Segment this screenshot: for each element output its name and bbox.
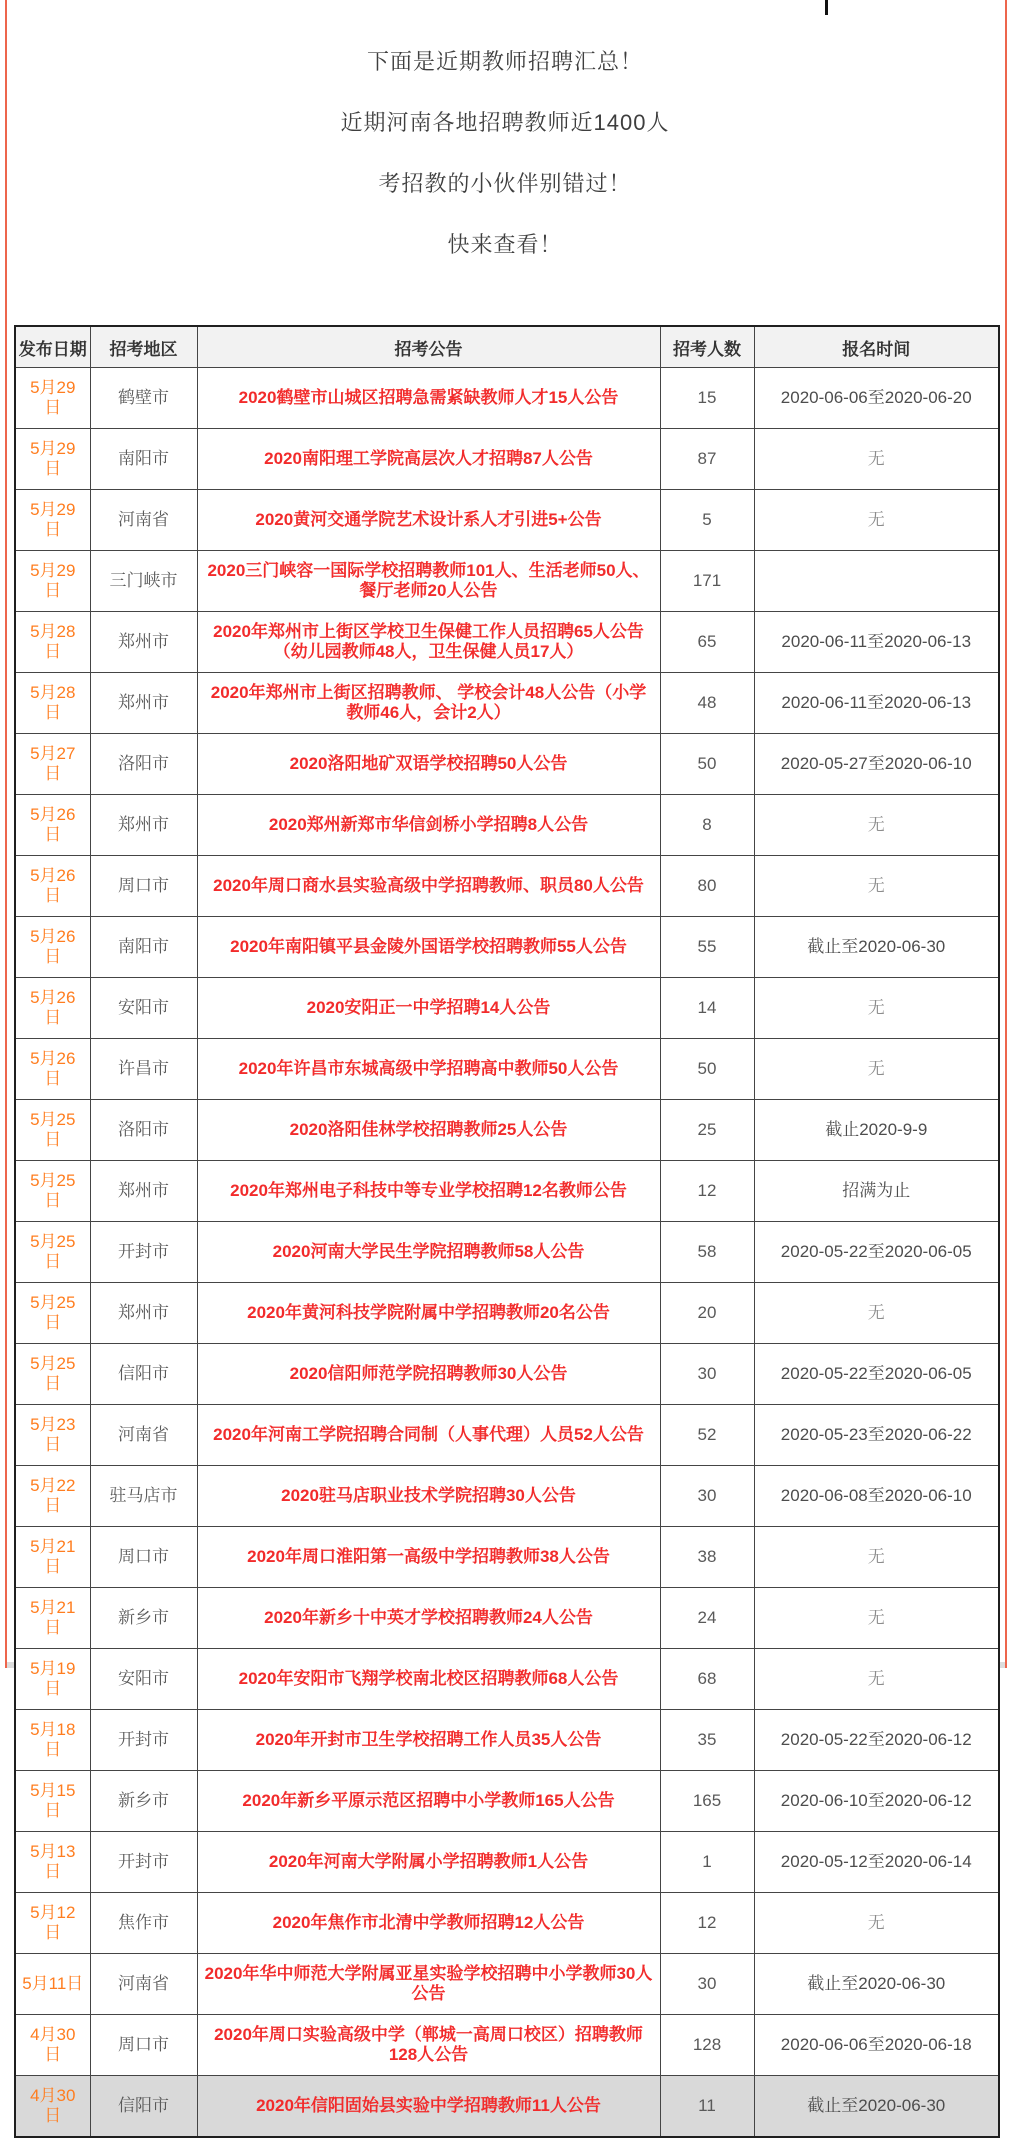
publish-date-cell: 5月29日 xyxy=(15,551,90,612)
table-body xyxy=(15,368,999,2138)
announcement-cell xyxy=(197,795,660,856)
region-cell: 开封市 xyxy=(90,1710,197,1771)
period-cell: 无 xyxy=(754,1283,999,1344)
table-row xyxy=(15,2076,999,2138)
period-cell: 2020-05-22至2020-06-12 xyxy=(754,1710,999,1771)
region-cell: 焦作市 xyxy=(90,1893,197,1954)
count-cell: 48 xyxy=(660,673,754,734)
announcement-link[interactable]: 2020年新乡平原示范区招聘中小学教师165人公告 xyxy=(242,1791,615,1810)
page-accent-border-right xyxy=(1005,0,1007,1668)
region-cell: 信阳市 xyxy=(90,2076,197,2138)
publish-date-cell: 5月28日 xyxy=(15,612,90,673)
period-cell: 截止2020-9-9 xyxy=(754,1100,999,1161)
region-cell: 周口市 xyxy=(90,1527,197,1588)
intro-line-2: 近期河南各地招聘教师近1400人 xyxy=(340,110,670,135)
period-cell: 截止至2020-06-30 xyxy=(754,2076,999,2138)
count-cell: 30 xyxy=(660,1954,754,2015)
table-row xyxy=(15,1100,999,1161)
count-cell: 11 xyxy=(660,2076,754,2138)
region-cell: 洛阳市 xyxy=(90,1100,197,1161)
announcement-link[interactable]: 2020鹤壁市山城区招聘急需紧缺教师人才15人公告 xyxy=(238,388,619,407)
table-row xyxy=(15,1039,999,1100)
period-cell: 招满为止 xyxy=(754,1161,999,1222)
publish-date-cell: 5月13日 xyxy=(15,1832,90,1893)
announcement-cell xyxy=(197,1710,660,1771)
count-cell: 12 xyxy=(660,1161,754,1222)
announcement-link[interactable]: 2020年华中师范大学附属亚星实验学校招聘中小学教师30人公告 xyxy=(204,1964,653,2003)
publish-date-cell: 5月15日 xyxy=(15,1771,90,1832)
announcement-link[interactable]: 2020年焦作市北清中学教师招聘12人公告 xyxy=(272,1913,585,1932)
table-row xyxy=(15,1466,999,1527)
announcement-cell xyxy=(197,1283,660,1344)
announcement-cell xyxy=(197,2015,660,2076)
announcement-link[interactable]: 2020年郑州电子科技中等专业学校招聘12名教师公告 xyxy=(230,1181,627,1200)
intro-block xyxy=(0,0,1010,256)
announcement-link[interactable]: 2020年周口商水县实验高级中学招聘教师、职员80人公告 xyxy=(213,876,644,895)
table-header-row xyxy=(15,326,999,368)
publish-date-cell: 5月25日 xyxy=(15,1161,90,1222)
region-cell: 驻马店市 xyxy=(90,1466,197,1527)
publish-date-cell: 5月29日 xyxy=(15,368,90,429)
announcement-cell xyxy=(197,1100,660,1161)
region-cell: 河南省 xyxy=(90,1405,197,1466)
announcement-cell xyxy=(197,1588,660,1649)
count-cell: 50 xyxy=(660,1039,754,1100)
announcement-cell xyxy=(197,1771,660,1832)
count-cell: 128 xyxy=(660,2015,754,2076)
col-header-period: 报名时间 xyxy=(754,326,999,368)
table-row xyxy=(15,1588,999,1649)
table-row xyxy=(15,734,999,795)
table-row xyxy=(15,1527,999,1588)
text-caret xyxy=(825,0,828,15)
period-cell xyxy=(754,551,999,612)
announcement-link[interactable]: 2020驻马店职业技术学院招聘30人公告 xyxy=(281,1486,576,1505)
region-cell: 新乡市 xyxy=(90,1771,197,1832)
count-cell: 8 xyxy=(660,795,754,856)
announcement-cell xyxy=(197,1466,660,1527)
count-cell: 30 xyxy=(660,1466,754,1527)
table-row xyxy=(15,1222,999,1283)
announcement-link[interactable]: 2020南阳理工学院高层次人才招聘87人公告 xyxy=(264,449,593,468)
announcement-link[interactable]: 2020洛阳地矿双语学校招聘50人公告 xyxy=(289,754,568,773)
region-cell: 郑州市 xyxy=(90,795,197,856)
publish-date-cell: 5月18日 xyxy=(15,1710,90,1771)
region-cell: 新乡市 xyxy=(90,1588,197,1649)
announcement-link[interactable]: 2020洛阳佳林学校招聘教师25人公告 xyxy=(289,1120,568,1139)
announcement-link[interactable]: 2020年南阳镇平县金陵外国语学校招聘教师55人公告 xyxy=(230,937,627,956)
period-cell: 无 xyxy=(754,1039,999,1100)
period-cell: 无 xyxy=(754,1893,999,1954)
table-row xyxy=(15,1161,999,1222)
publish-date-cell: 5月29日 xyxy=(15,429,90,490)
region-cell: 南阳市 xyxy=(90,429,197,490)
publish-date-cell: 5月23日 xyxy=(15,1405,90,1466)
table-row xyxy=(15,612,999,673)
publish-date-cell: 5月25日 xyxy=(15,1344,90,1405)
announcement-link[interactable]: 2020年河南工学院招聘合同制（人事代理）人员52人公告 xyxy=(213,1425,644,1444)
announcement-cell xyxy=(197,734,660,795)
count-cell: 1 xyxy=(660,1832,754,1893)
region-cell: 郑州市 xyxy=(90,1161,197,1222)
announcement-link[interactable]: 2020三门峡容一国际学校招聘教师101人、生活老师50人、餐厅老师20人公告 xyxy=(207,561,650,600)
announcement-cell xyxy=(197,856,660,917)
table-row xyxy=(15,1405,999,1466)
region-cell: 周口市 xyxy=(90,2015,197,2076)
count-cell: 55 xyxy=(660,917,754,978)
publish-date-cell: 5月26日 xyxy=(15,1039,90,1100)
publish-date-cell: 5月26日 xyxy=(15,856,90,917)
announcement-link[interactable]: 2020河南大学民生学院招聘教师58人公告 xyxy=(272,1242,585,1261)
period-cell: 2020-06-06至2020-06-18 xyxy=(754,2015,999,2076)
count-cell: 24 xyxy=(660,1588,754,1649)
publish-date-cell: 4月30日 xyxy=(15,2015,90,2076)
count-cell: 35 xyxy=(660,1710,754,1771)
publish-date-cell: 5月21日 xyxy=(15,1588,90,1649)
period-cell: 2020-05-27至2020-06-10 xyxy=(754,734,999,795)
count-cell: 12 xyxy=(660,1893,754,1954)
count-cell: 87 xyxy=(660,429,754,490)
intro-line-3: 考招教的小伙伴别错过！ xyxy=(378,171,632,196)
count-cell: 68 xyxy=(660,1649,754,1710)
region-cell: 信阳市 xyxy=(90,1344,197,1405)
table-row xyxy=(15,429,999,490)
period-cell: 2020-05-12至2020-06-14 xyxy=(754,1832,999,1893)
table-row xyxy=(15,1893,999,1954)
period-cell: 2020-06-11至2020-06-13 xyxy=(754,612,999,673)
count-cell: 20 xyxy=(660,1283,754,1344)
announcement-cell xyxy=(197,673,660,734)
publish-date-cell: 5月12日 xyxy=(15,1893,90,1954)
table-row xyxy=(15,1344,999,1405)
period-cell: 2020-06-08至2020-06-10 xyxy=(754,1466,999,1527)
region-cell: 开封市 xyxy=(90,1222,197,1283)
publish-date-cell: 5月21日 xyxy=(15,1527,90,1588)
region-cell: 河南省 xyxy=(90,1954,197,2015)
announcement-cell xyxy=(197,1039,660,1100)
publish-date-cell: 4月30日 xyxy=(15,2076,90,2138)
page-accent-border-left xyxy=(5,0,7,1668)
announcement-cell xyxy=(197,1527,660,1588)
announcement-cell xyxy=(197,1649,660,1710)
table-row xyxy=(15,1283,999,1344)
region-cell: 南阳市 xyxy=(90,917,197,978)
announcement-cell xyxy=(197,368,660,429)
announcement-link[interactable]: 2020黄河交通学院艺术设计系人才引进5+公告 xyxy=(255,510,602,529)
period-cell: 截止至2020-06-30 xyxy=(754,1954,999,2015)
region-cell: 许昌市 xyxy=(90,1039,197,1100)
region-cell: 鹤壁市 xyxy=(90,368,197,429)
announcement-link[interactable]: 2020年郑州市上街区学校卫生保健工作人员招聘65人公告（幼儿园教师48人，卫生保健人员17人） xyxy=(213,622,644,661)
announcement-link[interactable]: 2020年许昌市东城高级中学招聘高中教师50人公告 xyxy=(238,1059,619,1078)
announcement-cell xyxy=(197,1893,660,1954)
count-cell: 171 xyxy=(660,551,754,612)
intro-line-4: 快来查看！ xyxy=(447,232,563,257)
region-cell: 安阳市 xyxy=(90,978,197,1039)
period-cell: 无 xyxy=(754,1527,999,1588)
region-cell: 安阳市 xyxy=(90,1649,197,1710)
col-header-publish-date: 发布日期 xyxy=(15,326,90,368)
count-cell: 5 xyxy=(660,490,754,551)
period-cell: 2020-05-22至2020-06-05 xyxy=(754,1222,999,1283)
period-cell: 2020-06-06至2020-06-20 xyxy=(754,368,999,429)
announcement-link[interactable]: 2020信阳师范学院招聘教师30人公告 xyxy=(289,1364,568,1383)
announcement-link[interactable]: 2020年开封市卫生学校招聘工作人员35人公告 xyxy=(255,1730,602,1749)
period-cell: 无 xyxy=(754,795,999,856)
table-row xyxy=(15,490,999,551)
period-cell: 无 xyxy=(754,978,999,1039)
count-cell: 38 xyxy=(660,1527,754,1588)
count-cell: 15 xyxy=(660,368,754,429)
table-row xyxy=(15,856,999,917)
col-header-announcement: 招考公告 xyxy=(197,326,660,368)
publish-date-cell: 5月19日 xyxy=(15,1649,90,1710)
publish-date-cell: 5月27日 xyxy=(15,734,90,795)
table-row xyxy=(15,2015,999,2076)
announcement-cell xyxy=(197,2076,660,2138)
count-cell: 80 xyxy=(660,856,754,917)
announcement-link[interactable]: 2020年安阳市飞翔学校南北校区招聘教师68人公告 xyxy=(238,1669,619,1688)
table-row xyxy=(15,551,999,612)
count-cell: 65 xyxy=(660,612,754,673)
table-row xyxy=(15,1710,999,1771)
table-row xyxy=(15,795,999,856)
announcement-cell xyxy=(197,1222,660,1283)
publish-date-cell: 5月26日 xyxy=(15,917,90,978)
period-cell: 无 xyxy=(754,490,999,551)
table-row xyxy=(15,978,999,1039)
count-cell: 30 xyxy=(660,1344,754,1405)
announcement-link[interactable]: 2020年河南大学附属小学招聘教师1人公告 xyxy=(268,1852,589,1871)
recruitment-table xyxy=(14,325,1000,2138)
count-cell: 58 xyxy=(660,1222,754,1283)
table-row xyxy=(15,1954,999,2015)
col-header-count: 招考人数 xyxy=(660,326,754,368)
publish-date-cell: 5月11日 xyxy=(15,1954,90,2015)
region-cell: 周口市 xyxy=(90,856,197,917)
period-cell: 2020-06-11至2020-06-13 xyxy=(754,673,999,734)
announcement-cell xyxy=(197,1405,660,1466)
publish-date-cell: 5月25日 xyxy=(15,1222,90,1283)
period-cell: 无 xyxy=(754,1649,999,1710)
announcement-cell xyxy=(197,917,660,978)
count-cell: 25 xyxy=(660,1100,754,1161)
col-header-region: 招考地区 xyxy=(90,326,197,368)
publish-date-cell: 5月26日 xyxy=(15,978,90,1039)
announcement-link[interactable]: 2020安阳正一中学招聘14人公告 xyxy=(306,998,551,1017)
publish-date-cell: 5月26日 xyxy=(15,795,90,856)
region-cell: 洛阳市 xyxy=(90,734,197,795)
publish-date-cell: 5月29日 xyxy=(15,490,90,551)
region-cell: 郑州市 xyxy=(90,673,197,734)
publish-date-cell: 5月28日 xyxy=(15,673,90,734)
count-cell: 165 xyxy=(660,1771,754,1832)
count-cell: 52 xyxy=(660,1405,754,1466)
announcement-cell xyxy=(197,978,660,1039)
period-cell: 截止至2020-06-30 xyxy=(754,917,999,978)
announcement-link[interactable]: 2020年新乡十中英才学校招聘教师24人公告 xyxy=(264,1608,593,1627)
count-cell: 14 xyxy=(660,978,754,1039)
publish-date-cell: 5月25日 xyxy=(15,1283,90,1344)
publish-date-cell: 5月25日 xyxy=(15,1100,90,1161)
table-row xyxy=(15,1832,999,1893)
announcement-cell xyxy=(197,1161,660,1222)
region-cell: 三门峡市 xyxy=(90,551,197,612)
announcement-cell xyxy=(197,1832,660,1893)
announcement-link[interactable]: 2020年信阳固始县实验中学招聘教师11人公告 xyxy=(256,2096,601,2115)
announcement-link[interactable]: 2020郑州新郑市华信剑桥小学招聘8人公告 xyxy=(268,815,589,834)
intro-line-1: 下面是近期教师招聘汇总！ xyxy=(366,49,643,74)
announcement-cell xyxy=(197,429,660,490)
table-row xyxy=(15,673,999,734)
period-cell: 2020-06-10至2020-06-12 xyxy=(754,1771,999,1832)
announcement-cell xyxy=(197,551,660,612)
announcement-link[interactable]: 2020年郑州市上街区招聘教师、 学校会计48人公告（小学教师46人，会计2人） xyxy=(210,683,647,722)
announcement-link[interactable]: 2020年周口淮阳第一高级中学招聘教师38人公告 xyxy=(247,1547,610,1566)
period-cell: 无 xyxy=(754,856,999,917)
period-cell: 无 xyxy=(754,1588,999,1649)
publish-date-cell: 5月22日 xyxy=(15,1466,90,1527)
count-cell: 50 xyxy=(660,734,754,795)
announcement-cell xyxy=(197,612,660,673)
period-cell: 无 xyxy=(754,429,999,490)
table-row xyxy=(15,1649,999,1710)
announcement-cell xyxy=(197,1954,660,2015)
announcement-cell xyxy=(197,1344,660,1405)
period-cell: 2020-05-23至2020-06-22 xyxy=(754,1405,999,1466)
announcement-cell xyxy=(197,490,660,551)
period-cell: 2020-05-22至2020-06-05 xyxy=(754,1344,999,1405)
region-cell: 郑州市 xyxy=(90,612,197,673)
table-row xyxy=(15,1771,999,1832)
table-row xyxy=(15,917,999,978)
announcement-link[interactable]: 2020年黄河科技学院附属中学招聘教师20名公告 xyxy=(247,1303,610,1322)
region-cell: 郑州市 xyxy=(90,1283,197,1344)
region-cell: 开封市 xyxy=(90,1832,197,1893)
announcement-link[interactable]: 2020年周口实验高级中学（郸城一高周口校区）招聘教师128人公告 xyxy=(214,2025,643,2064)
region-cell: 河南省 xyxy=(90,490,197,551)
table-row xyxy=(15,368,999,429)
